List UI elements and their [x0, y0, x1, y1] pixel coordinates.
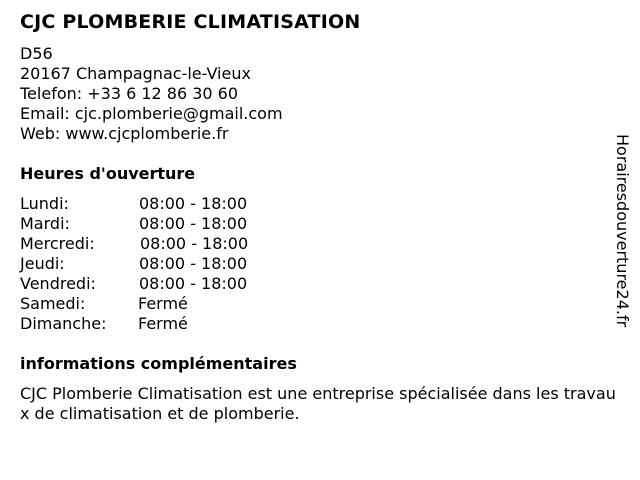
business-name: CJC PLOMBERIE CLIMATISATION — [20, 11, 361, 33]
hours-day: Jeudi: — [20, 254, 65, 273]
hours-day: Samedi: — [20, 294, 86, 313]
address-city: 20167 Champagnac-le-Vieux — [20, 64, 251, 83]
site-watermark — [612, 134, 634, 344]
email-line: Email: cjc.plomberie@gmail.com — [20, 104, 283, 123]
hours-row-saturday — [20, 294, 320, 314]
hours-day: Dimanche: — [20, 314, 107, 333]
address-street: D56 — [20, 44, 53, 63]
hours-day: Mercredi: — [20, 234, 95, 253]
hours-row-tuesday — [20, 214, 320, 234]
hours-row-thursday — [20, 254, 320, 274]
opening-hours-heading: Heures d'ouverture — [20, 164, 196, 183]
hours-time: 08:00 - 18:00 — [139, 254, 248, 273]
hours-row-monday — [20, 194, 320, 214]
watermark-text: Horairesdouverture24.fr — [613, 134, 632, 328]
phone-line: Telefon: +33 6 12 86 30 60 — [20, 84, 239, 103]
hours-row-sunday — [20, 314, 320, 334]
additional-info-heading: informations complémentaires — [20, 354, 297, 373]
hours-time: Fermé — [138, 314, 188, 333]
web-line: Web: www.cjcplomberie.fr — [20, 124, 229, 143]
hours-time: 08:00 - 18:00 — [139, 274, 248, 293]
hours-day: Vendredi: — [20, 274, 96, 293]
hours-time: 08:00 - 18:00 — [139, 214, 248, 233]
hours-time: 08:00 - 18:00 — [139, 194, 248, 213]
hours-time: 08:00 - 18:00 — [140, 234, 249, 253]
hours-row-friday — [20, 274, 320, 294]
hours-row-wednesday — [20, 234, 320, 254]
hours-time: Fermé — [138, 294, 188, 313]
hours-day: Lundi: — [20, 194, 69, 213]
hours-day: Mardi: — [20, 214, 70, 233]
additional-info-text: CJC Plomberie Climatisation est une entreprise spécialisée dans les travaux de climatisation et de plomberie. — [20, 384, 616, 423]
